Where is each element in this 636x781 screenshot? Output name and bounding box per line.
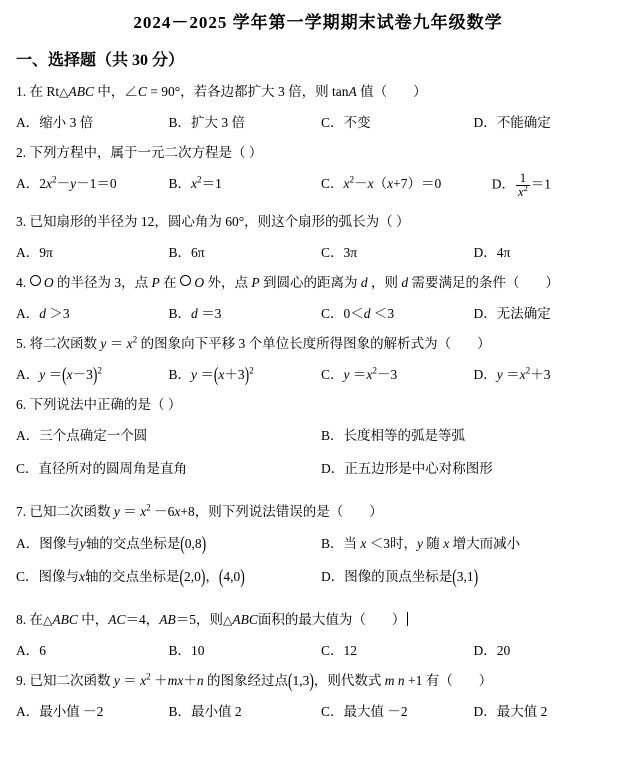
question-number: 7. [16, 504, 27, 520]
option-d[interactable]: D．无法确定 [473, 305, 551, 321]
option-b[interactable]: B．最小值 2 [168, 704, 242, 720]
question-number: 3. [16, 213, 27, 229]
question-stem: 8. 在△ABC 中，AC＝4，AB＝5，则△ABC面积的最大值为（ ） [16, 611, 636, 629]
question-number: 8. [16, 611, 27, 627]
option-a[interactable]: A．9π [16, 244, 53, 260]
question-stem: 4. O 的半径为 3，点 P 在 O 外，点 P 到圆心的距离为 d ，则 d 需要满足的条件（ ） [16, 274, 559, 290]
question-stem: 7. 已知二次函数 $y = x^2 -6x+8$，则下列说法错误的是（ ） [16, 502, 383, 520]
question-options [16, 363, 636, 386]
option-a[interactable]: A．d ＞3 [16, 305, 70, 321]
page-title: 2024－2025 学年第一学期期末试卷九年级数学 [133, 13, 503, 32]
text-cursor [407, 612, 408, 626]
option-d[interactable]: D． $\frac{1}{x^2}$ ＝1 [491, 171, 552, 200]
option-d[interactable]: D．$y =x^2+3$ [473, 365, 551, 383]
option-a[interactable]: A．$2x^2-y-1=0$ [16, 174, 117, 192]
question-stem [16, 144, 636, 162]
question-stem: 9. 已知二次函数 $y = x^2 +mx+n$ 的图象经过点(1,3)，则代数式 m n +1 有（ ） [16, 669, 493, 691]
option-d[interactable]: D．20 [473, 642, 511, 658]
question-stem [16, 396, 636, 414]
option-a[interactable]: A．6 [16, 642, 46, 658]
option-c[interactable]: C．3π [321, 244, 358, 260]
option-a[interactable]: A．$y =(x-3)^2$ [16, 363, 102, 386]
option-c[interactable]: C．0＜d ＜3 [321, 305, 395, 321]
question-text: 下列方程中，属于一元二次方程是（ ） [29, 145, 263, 161]
option-b[interactable]: B．$x^2=1$ [168, 174, 222, 192]
question-text: 已知扇形的半径为 12，圆心角为 60°，则这个扇形的弧长为（ ） [29, 213, 410, 229]
option-b[interactable]: B．10 [168, 642, 205, 658]
question-stem: 5. 将二次函数 $y = x^2$ 的图象向下平移 3 个单位长度所得图象的解析式为（ ） [16, 334, 491, 351]
option-c[interactable]: C．图像与x轴的交点坐标是(2,0)，(4,0) [16, 564, 245, 587]
option-c[interactable]: C．$x^2-x(x+7)=0$ [321, 174, 442, 192]
question-options [16, 700, 636, 720]
circle-icon [180, 275, 191, 286]
option-a[interactable]: A．三个点确定一个圆 [16, 428, 148, 444]
question-stem: 1. 在 Rt△ABC 中，∠C = 90°，若各边都扩大 3 倍，则 tanA 值（ ） [16, 84, 427, 99]
option-d[interactable]: D．4π [473, 244, 511, 260]
option-b[interactable]: B．长度相等的弧是等弧 [321, 428, 466, 444]
question-text: 下列说法中正确的是（ ） [29, 397, 182, 413]
question-number: 4. [16, 274, 27, 290]
option-b[interactable]: B．d ＝3 [168, 305, 222, 321]
question-number: 9. [16, 672, 27, 688]
question-options [16, 111, 636, 131]
circle-icon [30, 275, 41, 286]
question-number: 1. [16, 84, 27, 99]
option-d[interactable]: D．不能确定 [473, 115, 551, 131]
option-a[interactable]: A．图像与y轴的交点坐标是(0,8) [16, 531, 207, 554]
question-number: 2. [16, 145, 27, 161]
option-c[interactable]: C．12 [321, 642, 358, 658]
option-c[interactable]: C．$y =x^2-3$ [321, 365, 398, 383]
question-number: 6. [16, 397, 27, 413]
question-options [16, 302, 636, 322]
option-d[interactable]: D．正五边形是中心对称图形 [321, 461, 493, 477]
option-a[interactable]: A．缩小 3 倍 [16, 115, 94, 131]
question-number: 5. [16, 335, 27, 351]
option-c[interactable]: C．最大值 －2 [321, 704, 408, 720]
option-b[interactable]: B．$y =(x+3)^2$ [168, 363, 254, 386]
question-stem [16, 213, 636, 231]
section-title-choice: 一、选择题（共 30 分） [16, 52, 185, 69]
option-a[interactable]: A．最小值 －2 [16, 704, 104, 720]
option-d[interactable]: D．图像的顶点坐标是(3,1) [321, 564, 479, 587]
option-c[interactable]: C．不变 [321, 115, 371, 131]
option-b[interactable]: B．6π [168, 244, 205, 260]
exam-page [0, 8, 636, 720]
question-options [16, 532, 636, 598]
option-b[interactable]: B．当 x ＜3时，y 随 x 增大而减小 [321, 535, 521, 551]
option-c[interactable]: C．直径所对的圆周角是直角 [16, 461, 188, 477]
question-options [16, 639, 636, 659]
question-options [16, 424, 636, 490]
question-options [16, 172, 636, 199]
option-d[interactable]: D．最大值 2 [473, 704, 548, 720]
option-b[interactable]: B．扩大 3 倍 [168, 115, 246, 131]
question-options [16, 241, 636, 261]
